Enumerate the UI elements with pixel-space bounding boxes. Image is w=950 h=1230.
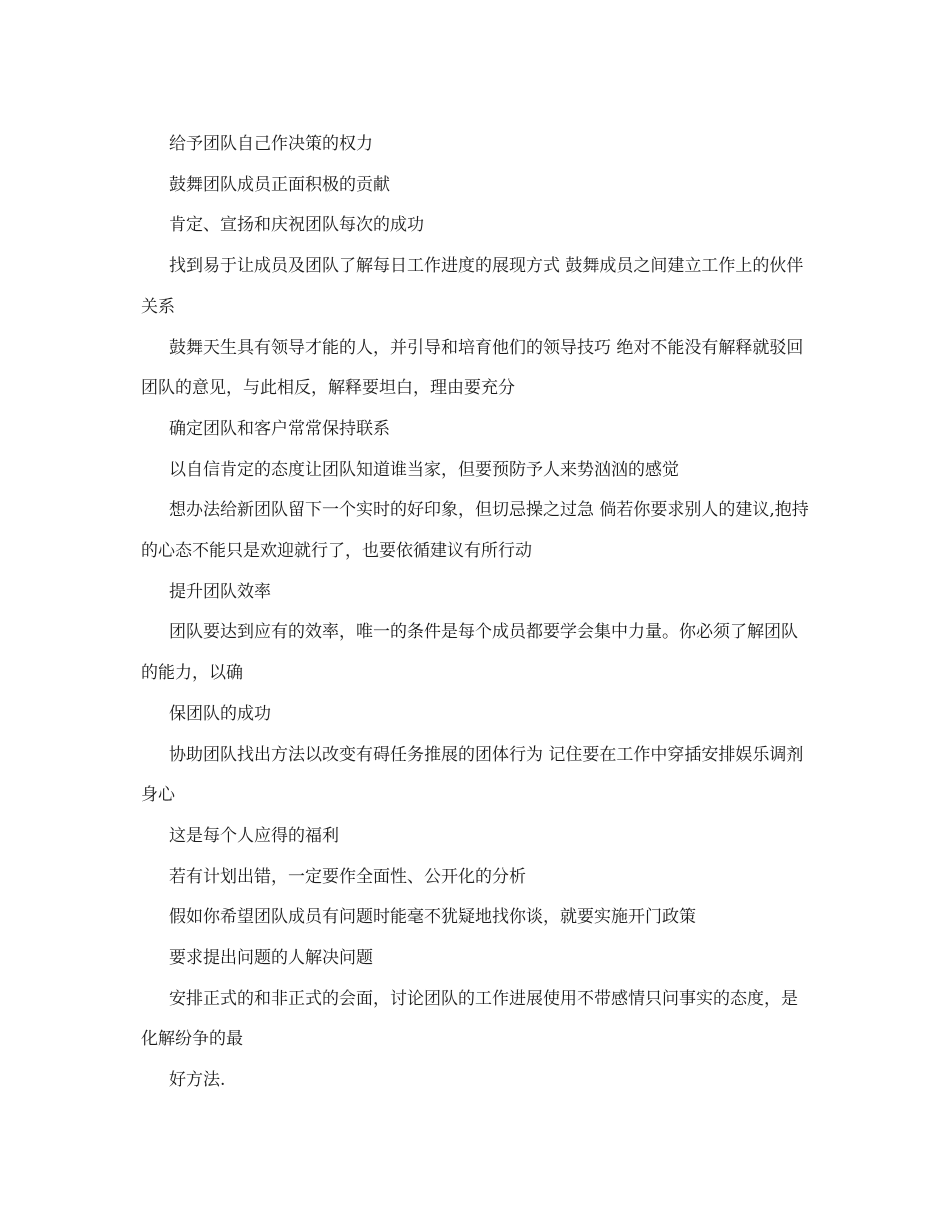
paragraph-10: 团队要达到应有的效率，唯一的条件是每个成员都要学会集中力量。你必须了解团队的能力，以确 — [141, 622, 798, 684]
paragraph-3: 肯定、宣扬和庆祝团队每次的成功 — [169, 215, 424, 236]
paragraph-6: 确定团队和客户常常保持联系 — [169, 418, 390, 439]
paragraph-7: 以自信肯定的态度让团队知道谁当家，但要预防予人来势汹汹的感觉 — [169, 459, 679, 480]
paragraph-8: 想办法给新团队留下一个实时的好印象，但切忌操之过急 倘若你要求别人的建议,抱持的心态不能只是欢迎就行了，也要依循建议有所行动 — [141, 500, 809, 562]
paragraph-1: 给予团队自己作决策的权力 — [169, 134, 373, 154]
paragraph-15: 假如你希望团队成员有问题时能毫不犹疑地找你谈，就要实施开门政策 — [169, 907, 696, 928]
paragraph-9: 提升团队效率 — [169, 581, 271, 602]
document-body — [141, 124, 809, 1101]
paragraph-4: 找到易于让成员及团队了解每日工作进度的展现方式 鼓舞成员之间建立工作上的伙伴关系 — [141, 256, 804, 317]
paragraph-5: 鼓舞天生具有领导才能的人，并引导和培育他们的领导技巧 绝对不能没有解释就驳回团队的意见，与此相反，解释要坦白，理由要充分 — [141, 337, 804, 399]
paragraph-12: 协助团队找出方法以改变有碍任务推展的团体行为 记住要在工作中穿插安排娱乐调剂身心 — [141, 744, 804, 806]
paragraph-11: 保团队的成功 — [169, 703, 271, 724]
paragraph-16: 要求提出问题的人解决问题 — [169, 948, 373, 969]
paragraph-2: 鼓舞团队成员正面积极的贡献 — [169, 174, 390, 195]
paragraph-13: 这是每个人应得的福利 — [169, 825, 339, 846]
paragraph-18: 好方法. — [169, 1070, 226, 1091]
paragraph-17: 安排正式的和非正式的会面，讨论团队的工作进展使用不带感情只问事实的态度，是化解纷争的最 — [141, 988, 798, 1050]
paragraph-14: 若有计划出错，一定要作全面性、公开化的分析 — [169, 866, 526, 887]
